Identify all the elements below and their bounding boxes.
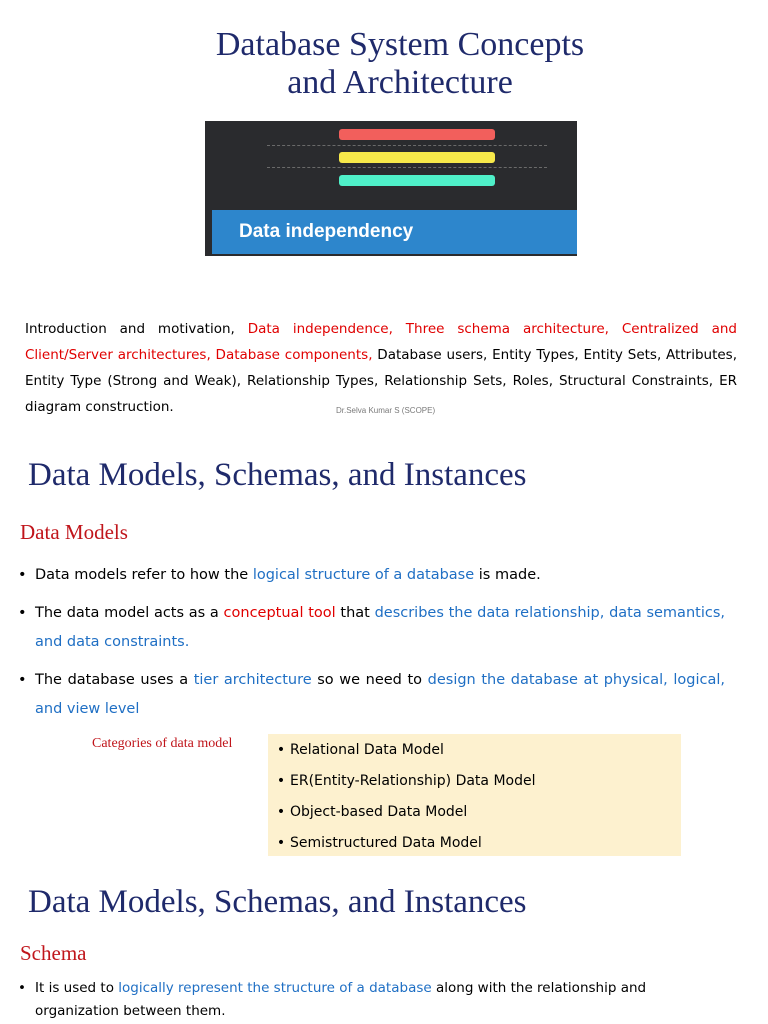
bullet-item [18,599,725,657]
title-line-1: Database System Concepts [215,26,585,63]
bullet-text: Data models refer to how the [35,567,253,583]
hero-bar-yellow [339,152,495,163]
bullet-item [18,977,730,1023]
bullet-dot: • [276,804,286,820]
bullet-dot: • [18,980,26,996]
bullet-text: It is used to [35,980,119,996]
category-item [272,740,444,760]
category-label: Semistructured Data Model [290,835,482,851]
categories-box [268,734,681,856]
intro-highlight: Data independence, Three schema architecture, Centralized and Client/Server architectures, Database components, [25,321,738,363]
bullet-text: is made. [474,567,541,583]
category-label: Relational Data Model [290,742,444,758]
bullet-dot: • [276,835,286,851]
bullet-highlight: conceptual tool [223,605,336,621]
hero-bar-red [339,129,495,140]
category-label: ER(Entity-Relationship) Data Model [290,773,536,789]
category-item [272,771,535,791]
bullet-text: The data model acts as a [35,605,224,621]
hero-dash-line [267,145,547,146]
subheading-data-models: Data Models [20,520,128,544]
categories-label: Categories of data model [92,736,233,751]
bullet-dot: • [18,567,27,583]
category-label: Object-based Data Model [290,804,468,820]
bullet-dot: • [18,672,27,688]
section-heading: Data Models, Schemas, and Instances [28,457,527,493]
bullet-text: The database uses a [35,672,194,688]
bullet-dot: • [276,773,286,789]
hero-image [205,121,577,256]
bullet-text: that [335,605,375,621]
category-item [272,802,467,822]
bullet-dot: • [276,742,286,758]
bullet-highlight: describes the data relationship, data semantics, and data constraints. [35,605,725,650]
intro-text: Introduction and motivation, [25,321,248,337]
bullet-item [18,666,725,724]
slide-title [0,26,768,102]
intro-text-rest: Database users, Entity Types, Entity Sets, Attributes, Entity Type (Strong and Weak), Relationship Types, Relationship Sets, Roles, Structural Constraints, ER diagram construction. [25,347,737,415]
bullet-highlight: logically represent the structure of a database [118,980,432,996]
hero-dash-line [267,167,547,168]
bullet-text: so we need to [311,672,428,688]
author-footer: Dr.Selva Kumar S (SCOPE) [336,406,436,415]
bullet-text: along with the relationship and organization between them. [35,980,647,1019]
bullet-dot: • [18,605,27,621]
bullet-highlight: logical structure of a database [252,567,475,583]
hero-bar-teal [339,175,495,186]
bullet-highlight: design the database at physical, logical, and view level [35,672,726,717]
bullet-item [18,561,725,590]
bullet-highlight: tier architecture [193,672,312,688]
subheading-schema: Schema [20,941,87,965]
intro-paragraph [25,316,737,420]
category-item [272,833,482,853]
hero-label: Data independency [212,210,577,254]
title-line-2: and Architecture [287,64,513,101]
section-heading: Data Models, Schemas, and Instances [28,884,527,920]
